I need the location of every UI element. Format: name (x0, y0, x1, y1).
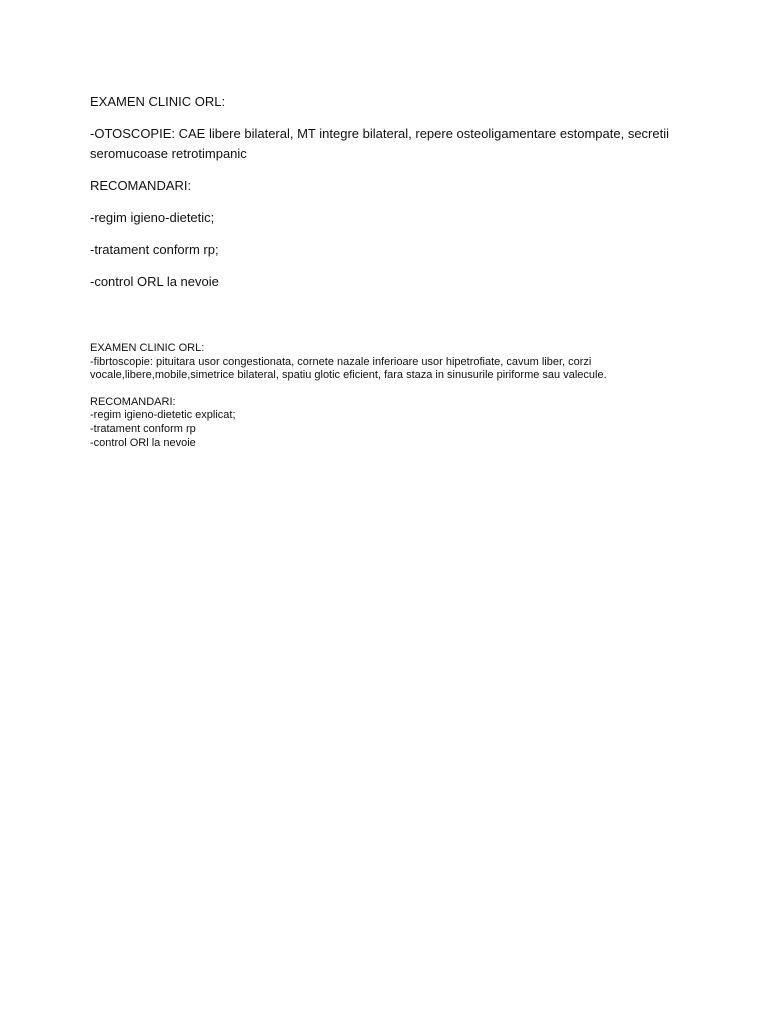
recommendations-heading: RECOMANDARI: (90, 178, 192, 193)
recommendation-item: -regim igieno-dietetic; (90, 210, 215, 225)
exam-heading: EXAMEN CLINIC ORL: (90, 94, 226, 109)
spacer (90, 383, 690, 396)
recommendation-item: -tratament conform rp; (90, 242, 219, 257)
fibroscopy-findings: -fibrtoscopie: pituitara usor congestionata, cornete nazale inferioare usor hipetrofiate, cavum liber, corzi vocale,libere,mobile,simetrice bilateral, spatiu glotic eficient, fara staza in sinusurile piriforme sau valecule. (90, 355, 607, 382)
recommendation-item: -control ORl la nevoie (90, 436, 196, 449)
exam-heading: EXAMEN CLINIC ORL: (90, 342, 205, 354)
recommendation-item: -control ORL la nevoie (90, 274, 219, 289)
recommendations-heading: RECOMANDARI: (90, 395, 176, 408)
clinical-note-otoscopy (90, 92, 690, 304)
recommendation-item: -regim igieno-dietetic explicat; (90, 409, 236, 422)
otoscopy-findings: -OTOSCOPIE: CAE libere bilateral, MT integre bilateral, repere osteoligamentare estompate, secretii seromucoase retrotimpanic (90, 126, 669, 161)
recommendation-item: -tratament conform rp (90, 422, 196, 435)
clinical-note-fibroscopy (90, 342, 690, 450)
